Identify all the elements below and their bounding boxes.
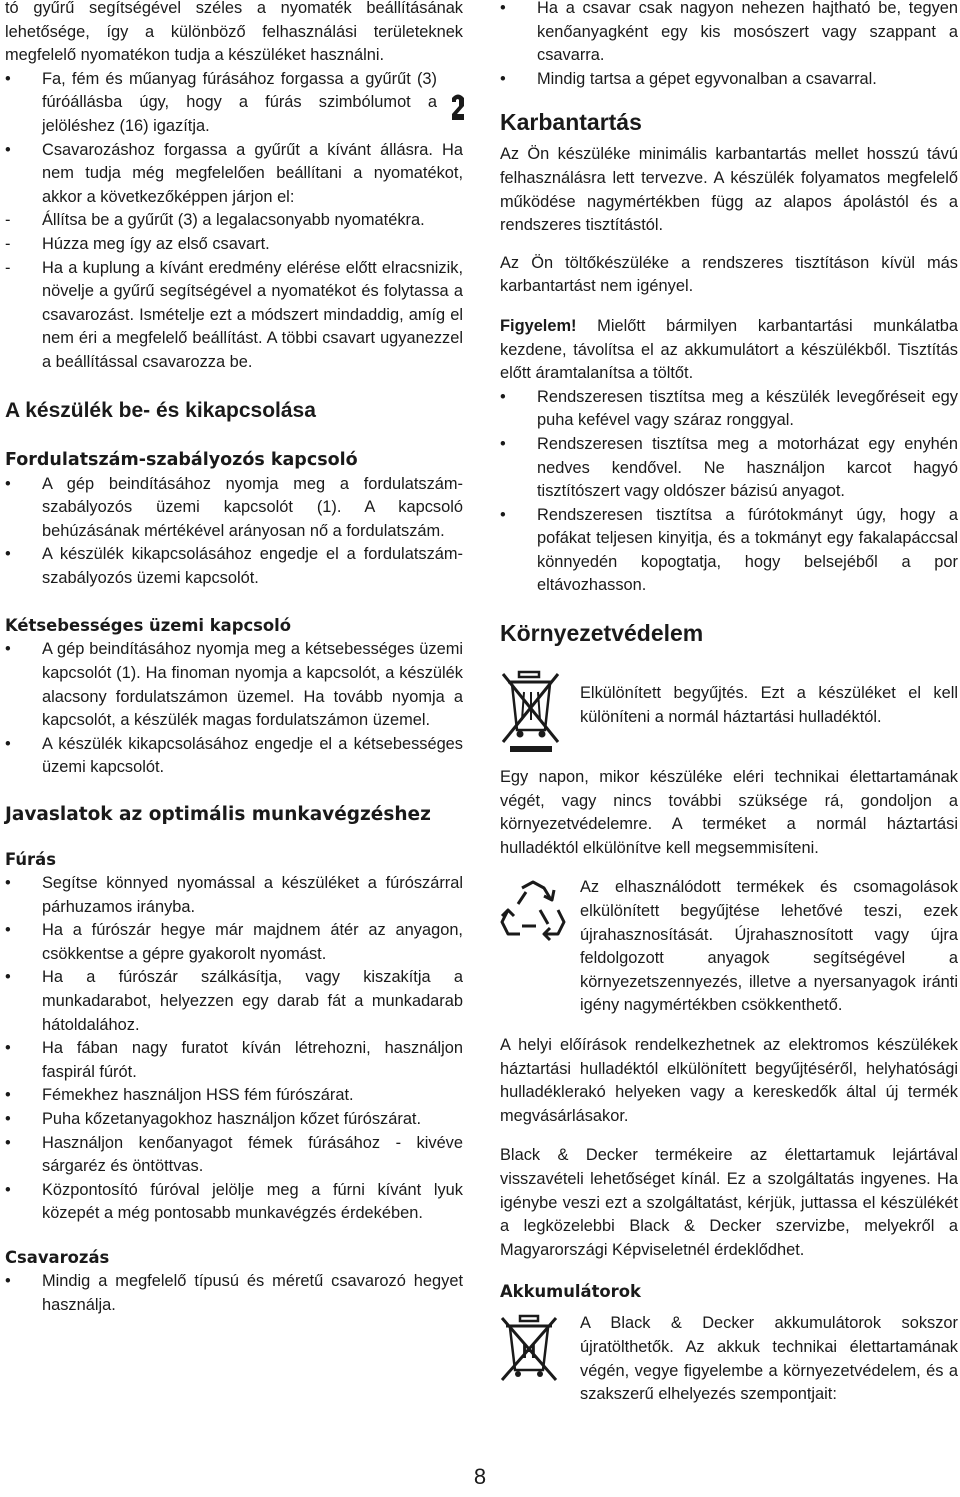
list-item: • Fémekhez használjon HSS fém fúrószárat. (5, 1084, 463, 1108)
crossed-battery-bin-icon (500, 1312, 560, 1386)
list-item: • Puha kőzetanyagokhoz használjon kőzet fúrószárat. (5, 1108, 463, 1132)
battery-text: A Black & Decker akkumulátorok sokszor újratölthetők. Az akkuk technikai élettartamának végén, vegye figyelembe a környezetvédelem, és a szakszerű elhelyezés szempontjait: (580, 1314, 958, 1404)
list-item: • A gép beindításához nyomja meg a fordulatszám-szabályozós üzemi kapcsolót (1). A kapcsoló behúzásának mértékével arányosan nő a fordulatszám. (5, 473, 463, 544)
list-item-text: Fa, fém és műanyag fúrásához forgassa a gyűrűt (3) fúróállásba úgy, hogy a fúrás szimbólumot a jelöléshez (16) igazítja. (42, 69, 437, 135)
warning-text: Mielőtt bármilyen karbantartási munkálatba kezdene, távolítsa el az akkumulátort a készülékből. Tisztítás előtt áramtalanítsa a töltőt. (500, 316, 958, 383)
top-bullet-list (5, 68, 463, 210)
section-title: Környezetvédelem (500, 620, 704, 647)
paragraph: Az Ön készüléke minimális karbantartás mellet hosszú távú felhasználásra lett tervezve. A készülék folyamatos megfelelő működése nagymértékben függ az alapos ápolástól és a rendszeres tisztítástól. (500, 145, 958, 235)
battery-notice (500, 1312, 958, 1406)
subsection-title: Fúrás (5, 850, 56, 870)
section-title: Karbantartás (500, 109, 642, 136)
list-item: • Mindig a megfelelő típusú és méretű csavarozó hegyet használja. (5, 1270, 463, 1317)
warning-label: Figyelem! (500, 316, 577, 335)
list-item: • Ha fában nagy furatot kíván létrehozni, használjon faspirál fúrót. (5, 1037, 463, 1084)
subsection-title: Csavarozás (5, 1247, 110, 1267)
list-item: • Ha a fúrószár hegye már majdnem átér az anyagon, csökkentse a gépre gyakorolt nyomást. (5, 919, 463, 966)
list-item: • Rendszeresen tisztítsa meg a motorházat egy enyhén nedves kendővel. Ne használjon karcot hagyó tisztítószert vagy oldószer bázisú anyagot. (500, 433, 958, 504)
subsection-title: Kétsebességes üzemi kapcsoló (5, 616, 292, 636)
list-item (5, 68, 463, 139)
paragraph: A helyi előírások rendelkezhetnek az elektromos készülékek háztartási hulladéktól elkülönített begyűjtéséről, helyhatósági hulladéklerakó helyeken vagy a kereskedők által új termék megvásárlásakor. (500, 1036, 958, 1125)
list-item: • Segítse könnyed nyomással a készüléket a fúrószárral párhuzamos irányba. (5, 872, 463, 919)
list-item: • Használjon kenőanyagot fémek fúrásához - kivéve sárgaréz és öntöttvas. (5, 1132, 463, 1179)
recycling-text: Az elhasználódott termékek és csomagolások elkülönített begyűjtése lehetővé teszi, ezek újrahasznosítását. Újrahasznosított vagy újra feldolgozott anyagok segítségével a környezetszennyezés, illetve a nyersanyagok iránti igény nagymértékben csökkenthető. (580, 878, 958, 1015)
left-column (5, 0, 463, 1317)
weee-notice (500, 668, 958, 754)
two-speed-list (5, 638, 463, 780)
list-item: • A készülék kikapcsolásához engedje el a fordulatszám-szabályozós üzemi kapcsolót. (5, 543, 463, 590)
list-item: • Ha a fúrószár szálkásítja, vagy kiszakítja a munkadarabot, helyezzen egy darab fát a munkadarab hátoldalához. (5, 966, 463, 1037)
list-item: • Mindig tartsa a gépet egyvonalban a csavarral. (500, 68, 958, 92)
page-number: 8 (473, 1464, 487, 1489)
recycling-notice (500, 876, 958, 1018)
list-item: - Állítsa be a gyűrűt (3) a legalacsonyabb nyomatékra. (5, 209, 463, 233)
list-item: • Központosító fúróval jelölje meg a fúrni kívánt lyuk közepét a még pontosabb munkavégzés érdekében. (5, 1179, 463, 1226)
weee-text: Elkülönített begyűjtés. Ezt a készüléket el kell különíteni a normál háztartási hulladéktól. (580, 684, 958, 726)
list-item: • Ha a csavar csak nagyon nehezen hajtható be, tegyen kenőanyagként egy kis mosószert vagy szappant a csavarra. (500, 0, 958, 68)
screwdriving-list (5, 1270, 463, 1317)
list-item: • A készülék kikapcsolásához engedje el a kétsebességes üzemi kapcsolót. (5, 733, 463, 780)
warning-paragraph (500, 315, 958, 386)
section-title: Javaslatok az optimális munkavégzéshez (5, 804, 431, 826)
right-column (500, 0, 958, 1407)
speed-switch-list (5, 473, 463, 591)
recycle-icon (500, 880, 566, 942)
list-item: • Rendszeresen tisztítsa a fúrótokmányt úgy, hogy a pofákat teljesen kinyitja, és a tokmányt egy fakalapáccsal könnyedén kopogtatja, hogy belsejéből a por eltávozhasson. (500, 504, 958, 598)
list-item: • Csavarozáshoz forgassa a gyűrűt a kívánt állásra. Ha nem tudja még megfelelően beállítani a nyomatékot, akkor a következőképpen járjon el: (5, 139, 463, 210)
maintenance-list (500, 386, 958, 598)
subsection-title: Fordulatszám-szabályozós kapcsoló (5, 449, 358, 470)
battery-icon-letter: H (521, 1341, 537, 1364)
crossed-bin-icon (500, 668, 562, 754)
list-item: - Húzza meg így az első csavart. (5, 233, 463, 257)
drill-mode-icon (449, 92, 467, 136)
section-title: A készülék be- és kikapcsolása (5, 398, 316, 422)
drilling-list (5, 872, 463, 1226)
screw-tips-list (500, 0, 958, 91)
list-item: • Rendszeresen tisztítsa meg a készülék levegőréseit egy puha kefével vagy száraz ronggyal. (500, 386, 958, 433)
paragraph: Egy napon, mikor készüléke eléri technikai élettartamának végét, vagy nincs további szüksége rá, gondoljon a környezetvédelemre. A terméket a normál háztartási hulladéktól elkülönítve kell megsemmisíteni. (500, 768, 958, 857)
paragraph: Az Ön töltőkészüléke a rendszeres tisztításon kívül más karbantartást nem igényel. (500, 253, 958, 296)
dash-list (5, 209, 463, 374)
list-item: • A gép beindításához nyomja meg a kétsebességes üzemi kapcsolót (1). Ha finoman nyomja a kapcsolót, a készülék alacsony fordulatszámon üzemel. Ha tovább nyomja a kapcsolót, a készülék magas fordulatszámon üzemel. (5, 638, 463, 732)
intro-paragraph: tó gyűrű segítségével széles a nyomaték beállításának lehetősége, így a különböző felhasználási területeknek megfelelő nyomatékon tudja a készüléket használni. (5, 0, 463, 65)
subsection-title: Akkumulátorok (500, 1282, 641, 1302)
list-item: - Ha a kuplung a kívánt eredmény elérése előtt elracsnizik, növelje a gyűrű segítségével a nyomatékot és folytassa a csavarozást. Ismételje ezt a módszert mindaddig, amíg el nem éri a megfelelő beállítást. A többi csavart ugyanezzel a beállítással csavarozza be. (5, 257, 463, 375)
paragraph: Black & Decker termékeire az élettartamuk lejártával visszavételi lehetőséget kínál. Ez a szolgáltatás ingyenes. Ha igénybe veszi ezt a szolgáltatást, kérjük, juttassa el készülékét a legközelebbi Black & Decker szervizbe, melyekről a Magyarországi Képviseletnél érdeklődhet. (500, 1146, 958, 1259)
